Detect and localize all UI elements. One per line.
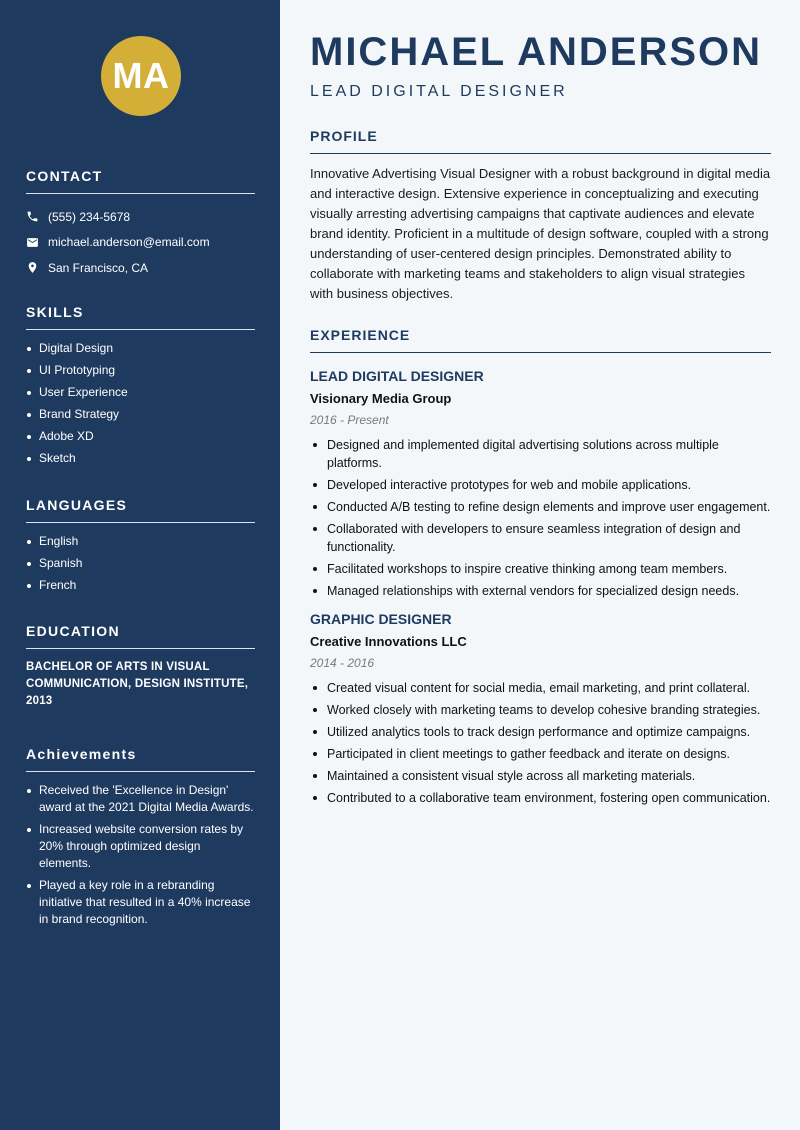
job-company: Visionary Media Group <box>310 391 452 406</box>
education-heading: EDUCATION <box>26 623 255 649</box>
list-item: Brand Strategy <box>26 406 255 423</box>
list-item: Sketch <box>26 450 255 467</box>
phone-text: (555) 234-5678 <box>48 209 131 224</box>
job-bullets <box>310 436 771 600</box>
job-title: GRAPHIC DESIGNER <box>310 611 452 627</box>
email-icon <box>26 236 48 249</box>
job-entry <box>310 366 771 600</box>
contact-section <box>26 168 255 281</box>
job-title: LEAD DIGITAL DESIGNER <box>310 368 484 384</box>
list-item: Spanish <box>26 555 255 572</box>
sidebar <box>0 0 280 1130</box>
list-item: Maintained a consistent visual style across all marketing materials. <box>310 767 771 785</box>
candidate-role: LEAD DIGITAL DESIGNER <box>310 83 568 100</box>
list-item: Developed interactive prototypes for web and mobile applications. <box>310 476 771 494</box>
contact-phone <box>26 204 255 230</box>
list-item: Collaborated with developers to ensure seamless integration of design and functionality. <box>310 520 771 556</box>
list-item: Participated in client meetings to gather feedback and iterate on designs. <box>310 745 771 763</box>
job-dates: 2014 - 2016 <box>310 656 375 670</box>
list-item: French <box>26 577 255 594</box>
list-item: Utilized analytics tools to track design performance and optimize campaigns. <box>310 723 771 741</box>
contact-heading: CONTACT <box>26 168 255 194</box>
list-item: Received the 'Excellence in Design' award at the 2021 Digital Media Awards. <box>26 782 255 816</box>
languages-section <box>26 497 255 599</box>
education-degree: BACHELOR OF ARTS IN VISUAL COMMUNICATION, DESIGN INSTITUTE, 2013 <box>26 661 249 707</box>
experience-heading: EXPERIENCE <box>310 327 771 353</box>
list-item: Designed and implemented digital advertising solutions across multiple platforms. <box>310 436 771 472</box>
achievements-section <box>26 746 255 933</box>
list-item: Managed relationships with external vendors for specialized design needs. <box>310 582 771 600</box>
profile-text: Innovative Advertising Visual Designer with a robust background in digital media and interactive design. Extensive experience in conceptualizing and executing visually arresting advertising campaigns that captivate audiences and elevate brand identity. Proficient in a multitude of design software, coupled with a strong understanding of user-centered design principles. Demonstrated ability to collaborate with marketing teams and stakeholders to align visual strategies with business objectives. <box>310 166 771 301</box>
list-item: UI Prototyping <box>26 362 255 379</box>
location-pin-icon <box>26 261 48 274</box>
languages-list <box>26 533 255 594</box>
skills-section <box>26 304 255 472</box>
candidate-name: MICHAEL ANDERSON <box>310 30 763 74</box>
list-item: Worked closely with marketing teams to develop cohesive branding strategies. <box>310 701 771 719</box>
list-item: Adobe XD <box>26 428 255 445</box>
phone-icon <box>26 210 48 223</box>
avatar-initials: MA <box>101 36 181 116</box>
location-text: San Francisco, CA <box>48 260 149 275</box>
list-item: Digital Design <box>26 340 255 357</box>
list-item: English <box>26 533 255 550</box>
skills-heading: SKILLS <box>26 304 255 330</box>
list-item: Created visual content for social media, email marketing, and print collateral. <box>310 679 771 697</box>
email-text: michael.anderson@email.com <box>48 235 210 250</box>
achievements-heading: Achievements <box>26 746 255 772</box>
contact-email <box>26 230 255 256</box>
list-item: User Experience <box>26 384 255 401</box>
contact-location <box>26 255 255 281</box>
experience-section <box>310 327 771 811</box>
skills-list <box>26 340 255 467</box>
list-item: Conducted A/B testing to refine design elements and improve user engagement. <box>310 498 771 516</box>
profile-heading: PROFILE <box>310 128 771 154</box>
list-item: Contributed to a collaborative team environment, fostering open communication. <box>310 789 771 807</box>
job-entry <box>310 609 771 807</box>
job-company: Creative Innovations LLC <box>310 634 467 649</box>
list-item: Facilitated workshops to inspire creative thinking among team members. <box>310 560 771 578</box>
list-item: Increased website conversion rates by 20% through optimized design elements. <box>26 821 255 872</box>
languages-heading: LANGUAGES <box>26 497 255 523</box>
education-section <box>26 623 255 710</box>
achievements-list <box>26 782 255 928</box>
list-item: Played a key role in a rebranding initiative that resulted in a 40% increase in brand recognition. <box>26 877 255 928</box>
job-bullets <box>310 679 771 807</box>
profile-section <box>310 128 771 304</box>
job-dates: 2016 - Present <box>310 413 389 427</box>
